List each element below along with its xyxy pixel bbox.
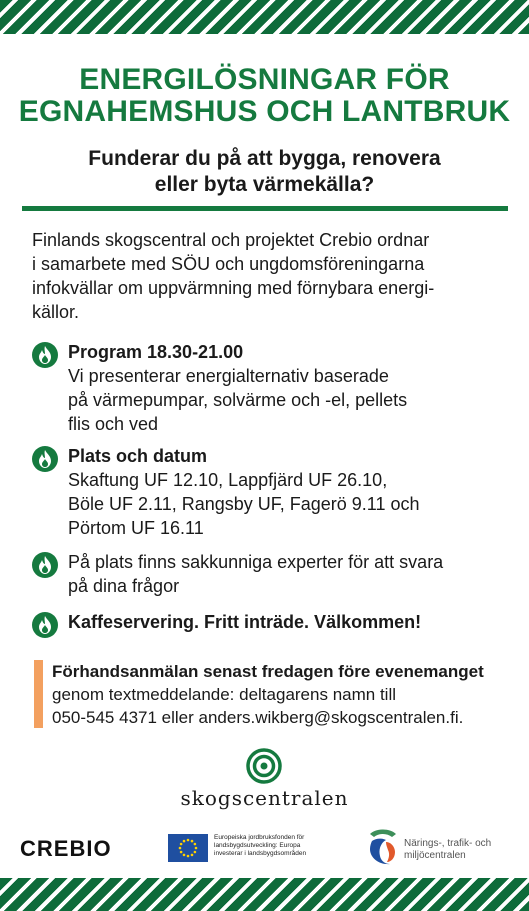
item-line: flis och ved — [68, 414, 159, 434]
partner-logos — [0, 826, 529, 870]
ely-centre-text — [404, 838, 491, 862]
eu-fund-text — [214, 834, 334, 858]
divider-rule — [22, 206, 508, 211]
item-line: Vi presenterar energialternativ baserade — [68, 366, 389, 386]
notice-line: genom textmeddelande: deltagarens namn till — [52, 685, 396, 704]
notice-line: 050-545 4371 eller anders.wikberg@skogscentralen.fi. — [52, 708, 464, 727]
ely-centre-icon — [366, 828, 400, 866]
ely-text-line: miljöcentralen — [404, 850, 466, 861]
subtitle-line-1: Funderar du på att bygga, renovera — [88, 147, 441, 170]
skogscentralen-logo — [0, 748, 529, 810]
item-line: På plats finns sakkunniga experter för att svara — [68, 552, 444, 572]
bottom-stripe-band — [0, 878, 529, 911]
page-subtitle — [0, 146, 529, 198]
item-heading: Plats och datum — [68, 446, 208, 466]
flame-icon — [32, 552, 58, 578]
title-line-2: EGNAHEMSHUS OCH LANTBRUK — [18, 95, 511, 128]
subtitle-line-2: eller byta värmekälla? — [154, 173, 375, 196]
eu-text-line: investerar i landsbygdsområden — [214, 850, 307, 857]
flame-icon — [32, 342, 58, 368]
item-line: på värmepumpar, solvärme och -el, pellets — [68, 390, 408, 410]
notice-heading: Förhandsanmälan senast fredagen före evenemanget — [52, 662, 484, 681]
intro-line: infokvällar om uppvärmning med förnybara energi- — [32, 278, 435, 298]
intro-line: källor. — [32, 302, 80, 322]
top-stripe-band — [0, 0, 529, 34]
flame-icon — [32, 446, 58, 472]
eu-text-line: landsbygdsutveckling: Europa — [214, 842, 301, 849]
intro-line: i samarbete med SÖU och ungdomsföreningarna — [32, 254, 425, 274]
item-heading: Kaffeservering. Fritt inträde. Välkommen! — [68, 612, 422, 632]
eu-text-line: Europeiska jordbruksfonden för — [214, 834, 305, 841]
concentric-circles-icon — [246, 748, 282, 784]
skogscentralen-wordmark: skogscentralen — [180, 786, 349, 810]
item-line: Skaftung UF 12.10, Lappfjärd UF 26.10, — [68, 470, 388, 490]
item-line: på dina frågor — [68, 576, 180, 596]
title-line-1: ENERGILÖSNINGAR FÖR — [79, 63, 450, 96]
flame-icon — [32, 612, 58, 638]
notice-accent-bar — [34, 660, 43, 728]
page-title — [0, 64, 529, 128]
intro-paragraph — [32, 228, 500, 324]
crebio-logo: CREBIO — [20, 836, 112, 861]
intro-line: Finlands skogscentral och projektet Crebio ordnar — [32, 230, 430, 250]
ely-text-line: Närings-, trafik- och — [404, 838, 492, 849]
item-heading: Program 18.30-21.00 — [68, 342, 244, 362]
item-line: Böle UF 2.11, Rangsby UF, Fagerö 9.11 och — [68, 494, 420, 514]
item-line: Pörtom UF 16.11 — [68, 518, 204, 538]
eu-flag-icon — [168, 834, 208, 862]
